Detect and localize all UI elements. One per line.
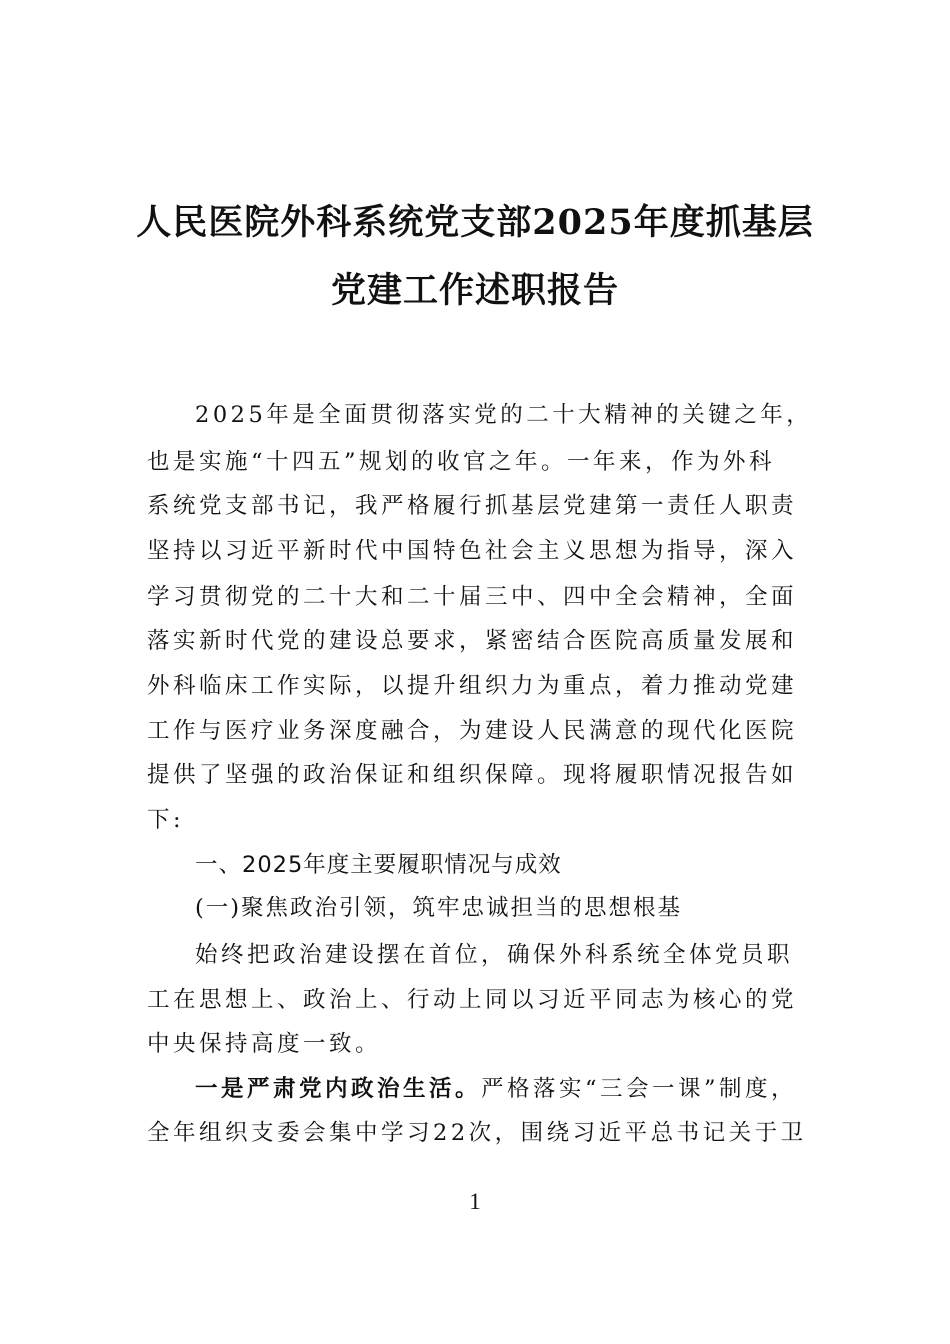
page-number: 1 <box>469 1189 481 1214</box>
paragraph-line: 全年组织支委会集中学习22次，围绕习近平总书记关于卫 <box>147 1120 807 1146</box>
intro-line: 下: <box>147 807 185 833</box>
intro-line: 系统党支部书记，我严格履行抓基层党建第一责任人职责 <box>147 493 798 519</box>
intro-line: 外科临床工作实际，以提升组织力为重点，着力推动党建 <box>147 673 798 699</box>
intro-line: 工作与医疗业务深度融合，为建设人民满意的现代化医院 <box>147 718 798 744</box>
section-heading-1: 一、2025年度主要履职情况与成效 <box>195 852 562 878</box>
paragraph-line <box>195 1074 797 1104</box>
paragraph-line: 始终把政治建设摆在首位，确保外科系统全体党员职 <box>195 942 794 968</box>
intro-line: 提供了坚强的政治保证和组织保障。现将履职情况报告如 <box>147 762 798 788</box>
intro-line: 2025年是全面贯彻落实党的二十大精神的关键之年， <box>195 402 813 428</box>
bold-lead-text: 一是严肃党内政治生活。 <box>195 1076 482 1102</box>
intro-line: 落实新时代党的建设总要求，紧密结合医院高质量发展和 <box>147 628 798 654</box>
paragraph-line: 工在思想上、政治上、行动上同以习近平同志为核心的党 <box>147 987 798 1013</box>
paragraph-text: 严格落实“三会一课”制度， <box>481 1076 798 1102</box>
intro-line: 也是实施“十四五”规划的收官之年。一年来，作为外科 <box>147 449 776 475</box>
paragraph-line: 中央保持高度一致。 <box>147 1031 382 1057</box>
document-title-line-2: 党建工作述职报告 <box>330 270 619 311</box>
section-heading-2: (一)聚焦政治引领，筑牢忠诚担当的思想根基 <box>195 895 683 921</box>
intro-line: 学习贯彻党的二十大和二十届三中、四中全会精神，全面 <box>147 584 798 610</box>
document-title-line-1: 人民医院外科系统党支部2025年度抓基层 <box>136 202 814 243</box>
intro-line: 坚持以习近平新时代中国特色社会主义思想为指导，深入 <box>147 538 798 564</box>
